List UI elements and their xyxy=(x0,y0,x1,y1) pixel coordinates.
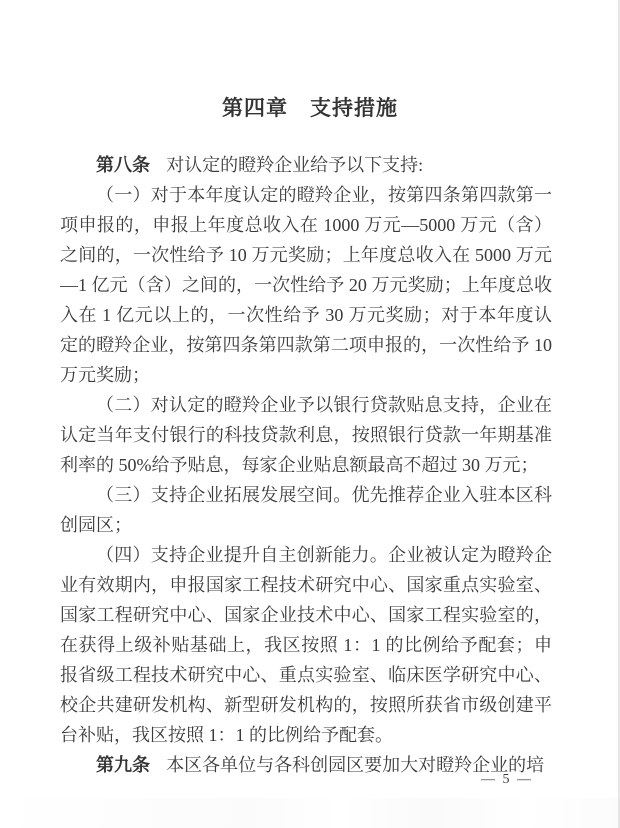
paragraph-text: （二）对认定的瞪羚企业予以银行贷款贴息支持，企业在认定当年支付银行的科技贷款利息，按照银行贷款一年期基准利率的 50%给予贴息，每家企业贴息额最高不超过 30 万元； xyxy=(60,395,552,475)
paragraph-text: 本区各单位与各科创园区要加大对瞪羚企业的培 xyxy=(166,755,545,775)
paragraph-article-8 xyxy=(60,150,552,180)
document-body xyxy=(60,150,552,780)
paragraph-text: 对认定的瞪羚企业给予以下支持: xyxy=(166,155,424,175)
paragraph-item-1 xyxy=(60,180,552,390)
paragraph-item-2 xyxy=(60,390,552,480)
chapter-heading: 第四章 支持措施 xyxy=(222,97,398,120)
paragraph-text: （三）支持企业拓展发展空间。优先推荐企业入驻本区科创园区； xyxy=(60,485,552,535)
paragraph-text: （四）支持企业提升自主创新能力。企业被认定为瞪羚企业有效期内，申报国家工程技术研究中心、国家重点实验室、国家工程研究中心、国家企业技术中心、国家工程实验室的，在获得上级补贴基础上，我区按照 1：1 的比例给予配套；申报省级工程技术研究中心、重点实验室、临床医学研究中心、校企共建研发机构、新型研发机构的，按照所获省市级创建平台补贴，我区按照 1：1 的比例给予配套。 xyxy=(60,545,552,745)
scan-artifact-bottom xyxy=(0,798,620,828)
page-number: — 5 — xyxy=(481,772,533,787)
paragraph-item-3 xyxy=(60,480,552,540)
article-number: 第九条 xyxy=(96,755,150,775)
paragraph-item-4 xyxy=(60,540,552,750)
paragraph-text: （一）对于本年度认定的瞪羚企业，按第四条第四款第一项申报的，申报上年度总收入在 1000 万元—5000 万元（含）之间的，一次性给予 10 万元奖励；上年度总收入在 5000 万元—1 亿元（含）之间的，一次性给予 20 万元奖励；上年度总收入在 1 亿元以上的，一次性给予 30 万元奖励；对于本年度认定的瞪羚企业，按第四条第四款第二项申报的，一次性给予 10 万元奖励； xyxy=(60,185,552,385)
article-number: 第八条 xyxy=(96,155,150,175)
